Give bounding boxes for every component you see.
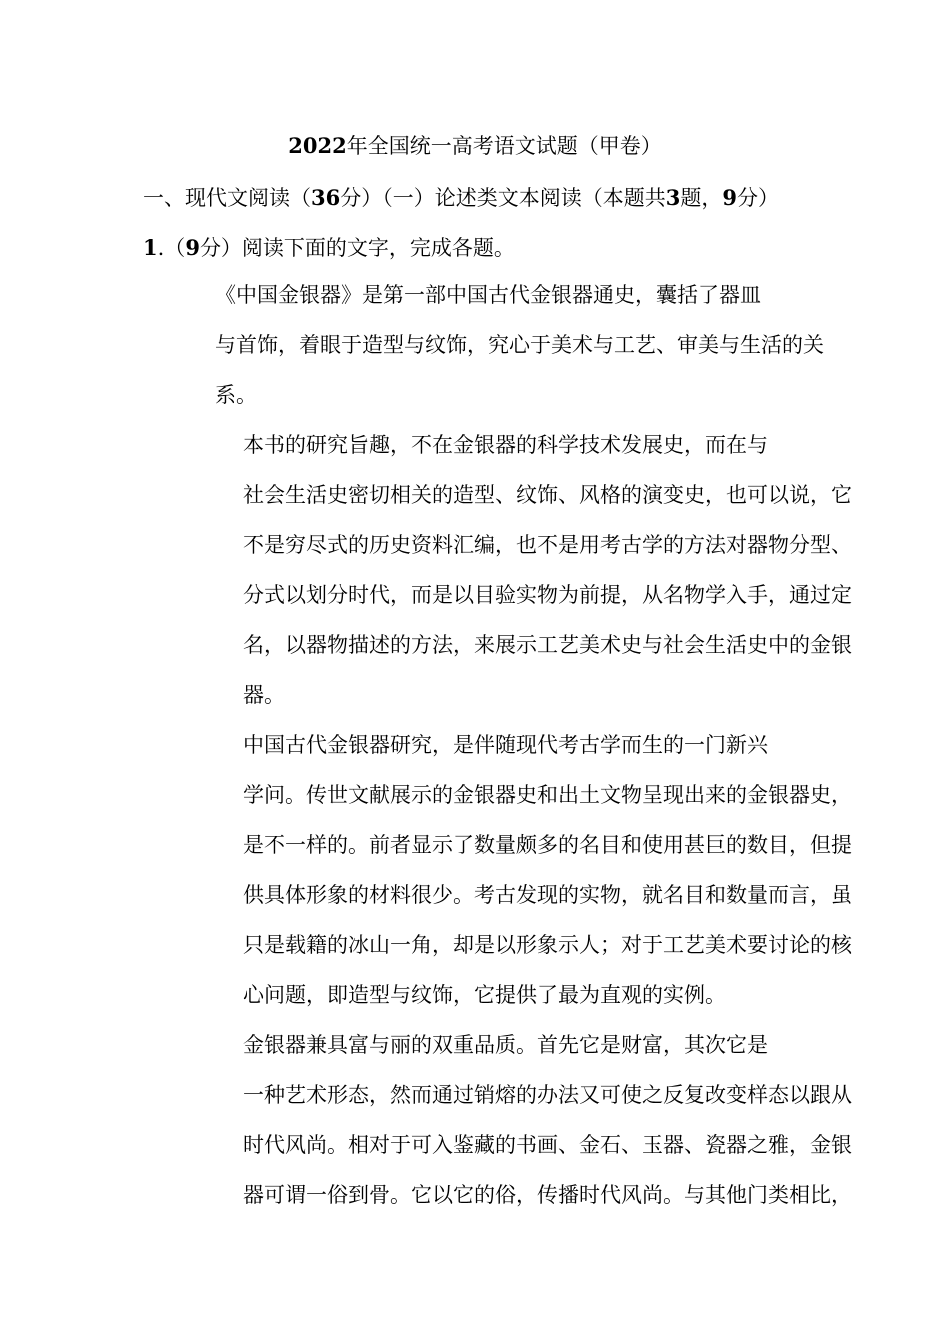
question-number: 1 <box>143 235 158 260</box>
title-year: 2022 <box>288 133 347 158</box>
paragraph-line: 不是穷尽式的历史资料汇编，也不是用考古学的方法对器物分型、 <box>243 533 852 557</box>
paragraph-line: 器。 <box>243 683 285 707</box>
paragraph-line: 时代风尚。相对于可入鉴藏的书画、金石、玉器、瓷器之雅，金银 <box>243 1133 852 1157</box>
question-score: 9 <box>185 235 200 260</box>
paragraph-2 <box>167 420 852 720</box>
paragraph-1 <box>167 270 824 420</box>
section-heading <box>143 182 779 214</box>
paragraph-line: 是不一样的。前者显示了数量颇多的名目和使用甚巨的数目，但提 <box>243 833 852 857</box>
paragraph-line: 系。 <box>215 383 257 407</box>
section-text: 分）（一）论述类文本阅读（本题共 <box>340 186 666 210</box>
section-text: 分） <box>736 186 779 210</box>
question-text: 分）阅读下面的文字，完成各题。 <box>199 236 515 260</box>
paragraph-4 <box>167 1020 852 1220</box>
paragraph-line: 社会生活史密切相关的造型、纹饰、风格的演变史，也可以说，它 <box>243 483 852 507</box>
title-text: 年全国统一高考语文试题（甲卷） <box>346 134 662 158</box>
paragraph-line: 《中国金银器》是第一部中国古代金银器通史，囊括了器皿 <box>215 283 761 307</box>
paragraph-3 <box>167 720 852 1020</box>
question-heading <box>143 232 515 264</box>
section-score: 36 <box>311 185 341 210</box>
section-score: 9 <box>722 185 737 210</box>
paragraph-line: 金银器兼具富与丽的双重品质。首先它是财富，其次它是 <box>243 1033 768 1057</box>
section-text: 题， <box>680 186 723 210</box>
paragraph-line: 本书的研究旨趣，不在金银器的科学技术发展史，而在与 <box>243 433 768 457</box>
paragraph-line: 供具体形象的材料很少。考古发现的实物，就名目和数量而言，虽 <box>243 883 852 907</box>
paragraph-line: 一种艺术形态，然而通过销熔的办法又可使之反复改变样态以跟从 <box>243 1083 852 1107</box>
paragraph-line: 中国古代金银器研究，是伴随现代考古学而生的一门新兴 <box>243 733 768 757</box>
paragraph-line: 名，以器物描述的方法，来展示工艺美术史与社会生活史中的金银 <box>243 633 852 657</box>
paragraph-line: 心问题，即造型与纹饰，它提供了最为直观的实例。 <box>243 983 726 1007</box>
paragraph-line: 只是载籍的冰山一角，却是以形象示人；对于工艺美术要讨论的核 <box>243 933 852 957</box>
paragraph-line: 与首饰，着眼于造型与纹饰，究心于美术与工艺、审美与生活的关 <box>215 333 824 357</box>
paragraph-line: 器可谓一俗到骨。它以它的俗，传播时代风尚。与其他门类相比， <box>243 1183 852 1207</box>
section-question-count: 3 <box>665 185 681 210</box>
document-title <box>0 130 950 162</box>
question-text: .（ <box>157 236 186 260</box>
paragraph-line: 学问。传世文献展示的金银器史和出土文物呈现出来的金银器史， <box>243 783 852 807</box>
section-text: 一、现代文阅读（ <box>143 186 311 210</box>
paragraph-line: 分式以划分时代，而是以目验实物为前提，从名物学入手，通过定 <box>243 583 852 607</box>
